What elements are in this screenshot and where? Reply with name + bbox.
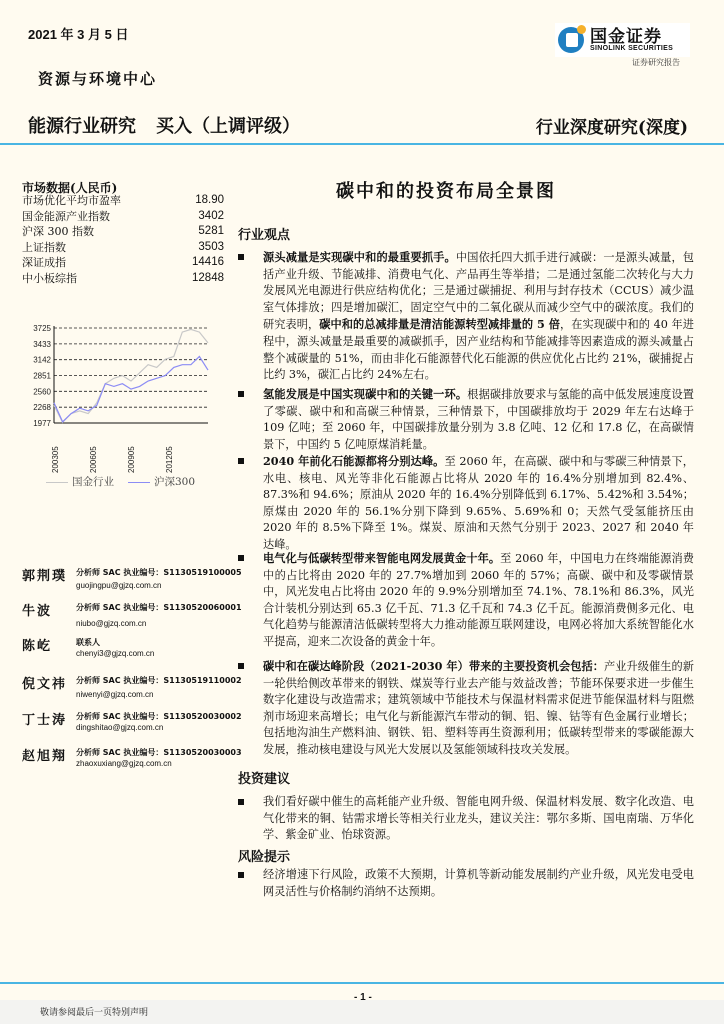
- analyst-license: 分析师 SAC 执业编号：S1130519100005: [76, 568, 242, 577]
- market-label: 沪深 300 指数: [22, 225, 94, 238]
- chart-legend: [46, 474, 195, 489]
- analyst-name: 倪文祎: [22, 677, 68, 692]
- market-label: 国金能源产业指数: [22, 209, 110, 223]
- market-row: [22, 193, 224, 209]
- bullet-square-icon: [238, 254, 244, 260]
- section-heading-invest: 投资建议: [238, 772, 291, 787]
- legend-item-industry: 国金行业: [46, 474, 114, 489]
- footer-divider: [0, 982, 724, 984]
- report-type: 行业深度研究(深度): [535, 118, 688, 138]
- market-value: 12848: [192, 271, 224, 284]
- svg-text:2268: 2268: [33, 403, 51, 413]
- svg-text:2560: 2560: [33, 387, 51, 397]
- bullet-text: 至 2060 年，在高碳、碳中和与零碳三种情景下，水电、核电、风光等非化石能源占比将从 2020 年的 16.4%分别增加到 82.4%、87.3%和 94.6%；原油从 2020 年的 16.4%分别降低到 6.17%、5.42%和 3.54%；原煤由 2020 年的 56.1%分别下降到 9.65%、5.69%和 0；天然气受氢能挤压由 2020 年的 8.5%下降至 1%。煤炭、原油和天然气分别于 2023、2027 和 2040 年达峰。: [263, 455, 694, 551]
- bullet-point: [238, 794, 694, 844]
- industry-label: 能源行业研究: [28, 116, 136, 136]
- market-value: 14416: [192, 256, 224, 268]
- bullet-text: 产业升级催生的新一轮供给侧改革带来的钢铁、煤炭等行业去产能与效益改善；节能环保要求进一步催生数字化建设与改造需求；建筑领域中节能技术与保温材料需求促进节能保温材料与阻燃剂市场迎来高增长；电气化与新能源汽车带动的铜、铝、镍、钴等有色金属行业增长；包括地沟油生产燃料油、钢铁、铝、塑料等再生资源利用；低碳转型带来的零碳能源大发展，推动核电建设与风光大发展以及氢能领域科技攻关发展。: [263, 660, 694, 756]
- bullet-square-icon: [238, 555, 244, 561]
- analyst-license: 分析师 SAC 执业编号：S1130520030003: [76, 748, 242, 757]
- svg-text:1977: 1977: [33, 419, 51, 428]
- report-date: 2021 年 3 月 5 日: [28, 27, 129, 42]
- section-heading-views: 行业观点: [238, 228, 291, 243]
- market-label: 市场优化平均市盈率: [22, 194, 121, 207]
- svg-text:3142: 3142: [33, 355, 51, 365]
- bullet-square-icon: [238, 872, 244, 878]
- analyst-name: 陈屹: [22, 639, 53, 654]
- bullet-lead: 氢能发展是中国实现碳中和的关键一环。: [263, 387, 468, 401]
- disclaimer-note: 敬请参阅最后一页特别声明: [40, 1008, 149, 1018]
- market-label: 上证指数: [22, 240, 66, 254]
- header-divider: [0, 143, 724, 145]
- analyst-name: 郭荆璞: [22, 569, 68, 584]
- bullet-text: 根据碳排放要求与氢能的高中低发展速度设置了零碳、碳中和和高碳三种情景，三种情景下，中国碳排放均于 2029 年左右达峰于 109 亿吨；至 2060 年，中国碳排放量分别为 3.8 亿吨、12 亿和 17.8 亿，在高碳情景下，中国约 5 亿吨原煤消耗量。: [263, 388, 694, 451]
- market-data-table: [22, 193, 224, 286]
- report-title: 碳中和的投资布局全景图: [336, 181, 556, 202]
- market-row: [22, 240, 224, 256]
- bullet-text: 至 2060 年，中国电力在终端能源消费中的占比将由 2020 年的 27.7%增加到 2060 年的 57%；高碳、碳中和及零碳情景中，风光发电占比将由 2020 年的 9.9%分别增加至 74.1%、78.1%和 86.3%，风光合计装机分别达到 65.3 亿千瓦、71.3 亿千瓦和 74.3 亿千瓦。能源消费侧多元化、电气化趋势与能源清洁低碳转型将大力推动能源互联网建设，电网必将加大系统智能化水平提高，迎来二次设备的黄金十年。: [263, 552, 694, 648]
- svg-text:200605: 200605: [89, 446, 98, 473]
- analyst-license: 分析师 SAC 执业编号：S1130520060001: [76, 603, 242, 612]
- invest-text: 我们看好碳中催生的高耗能产业升级、智能电网升级、保温材料发展、数字化改造、电气化带来的铜、钴需求增长等相关行业龙头，建议关注：鄂尔多斯、国电南瑞、万华化学、紫金矿业、怡球资源。: [263, 795, 694, 842]
- bullet-square-icon: [238, 663, 244, 669]
- analyst-email[interactable]: guojingpu@gjzq.com.cn: [76, 581, 162, 590]
- bullet-square-icon: [238, 458, 244, 464]
- market-value: 3402: [198, 209, 224, 222]
- market-value: 3503: [198, 240, 224, 253]
- bullet-lead: 2040 年前化石能源都将分别达峰。: [263, 454, 445, 468]
- bullet-point: [238, 550, 694, 651]
- bullet-point: [238, 453, 694, 554]
- market-data-title: 市场数据(人民币): [22, 181, 118, 195]
- industry-rating-line: [28, 112, 300, 138]
- bullet-emphasis: 碳中和的总减排量是清洁能源转型减排量的 5 倍: [319, 317, 561, 332]
- analyst-name: 丁士涛: [22, 713, 68, 728]
- bullet-point: [238, 386, 694, 453]
- bullet-point: [238, 867, 694, 900]
- svg-text:3725: 3725: [33, 324, 51, 333]
- bullet-square-icon: [238, 799, 244, 805]
- market-label: 中小板综指: [22, 271, 77, 285]
- market-row: [22, 271, 224, 287]
- rating-label: 买入（上调评级）: [156, 116, 300, 136]
- market-value: 5281: [198, 225, 224, 237]
- market-row: [22, 224, 224, 240]
- legend-item-hs300: 沪深300: [128, 474, 195, 489]
- analyst-email[interactable]: zhaoxuxiang@gjzq.com.cn: [76, 759, 172, 768]
- market-value: 18.90: [195, 194, 224, 206]
- analyst-email[interactable]: niubo@gjzq.com.cn: [76, 619, 147, 628]
- bullet-square-icon: [238, 391, 244, 397]
- analyst-email[interactable]: chenyi3@gjzq.com.cn: [76, 649, 155, 658]
- market-label: 深证成指: [22, 256, 66, 269]
- svg-text:201205: 201205: [165, 446, 174, 473]
- bullet-lead: 源头减量是实现碳中和的最重要抓手。: [263, 250, 456, 264]
- logo-en: SINOLINK SECURITIES: [590, 45, 674, 52]
- analyst-role: 联系人: [76, 638, 100, 647]
- logo-subtitle: 证券研究报告: [632, 58, 680, 67]
- section-heading-risk: 风险提示: [238, 850, 291, 865]
- bullet-lead: 碳中和在碳达峰阶段（2021-2030 年）带来的主要投资机会包括：: [263, 659, 604, 673]
- company-logo: [555, 23, 690, 57]
- bullet-text: 中国依托四大抓手进行减碳：一是源头减量，包括产业升级、节能减排、消费电气化、产品再生等举措；二是通过氢能二次转化与大力发展风光电源进行供应结构优化；三是通过碳捕捉、利用与封存技术（CCUS）减少温室气体排放；四是增加碳汇，固定空气中的二氧化碳从而减少空气中的碳浓度。我们的研究表明，: [263, 251, 694, 332]
- analyst-license: 分析师 SAC 执业编号：S1130519110002: [76, 676, 242, 685]
- svg-text:200905: 200905: [127, 446, 136, 473]
- svg-text:3433: 3433: [33, 339, 51, 349]
- analyst-license: 分析师 SAC 执业编号：S1130520030002: [76, 712, 242, 721]
- bullet-text: ，在实现碳中和的 40 年进程中，源头减量是最重要的减碳抓手，因产业结构和节能减排等因素造成的源头减量占整个减碳量的 51%，而由非化石能源替代化石能源的供应优化占比约 21%，碳捕捉占比约 3%，碳汇占比约 24%左右。: [263, 318, 694, 382]
- index-line-chart: [18, 318, 218, 493]
- research-center: 资源与环境中心: [38, 70, 158, 88]
- page-number: - 1 -: [354, 992, 372, 1003]
- svg-text:200305: 200305: [51, 446, 60, 473]
- market-row: [22, 209, 224, 225]
- bullet-point: [238, 658, 694, 759]
- bullet-point: [238, 249, 694, 384]
- logo-mark-icon: [558, 27, 584, 53]
- risk-text: 经济增速下行风险，政策不大预期，计算机等新动能发展制约产业升级，风光发电受电网灵活性与价格制约消纳不达预期。: [263, 868, 694, 898]
- bullet-lead: 电气化与低碳转型带来智能电网发展黄金十年。: [263, 551, 501, 565]
- analyst-name: 牛波: [22, 604, 53, 619]
- svg-text:2851: 2851: [33, 371, 51, 381]
- analyst-email[interactable]: niwenyi@gjzq.com.cn: [76, 690, 154, 699]
- analyst-email[interactable]: dingshitao@gjzq.com.cn: [76, 723, 164, 732]
- analyst-name: 赵旭翔: [22, 749, 68, 764]
- market-row: [22, 255, 224, 271]
- logo-cn: 国金证券: [590, 27, 662, 46]
